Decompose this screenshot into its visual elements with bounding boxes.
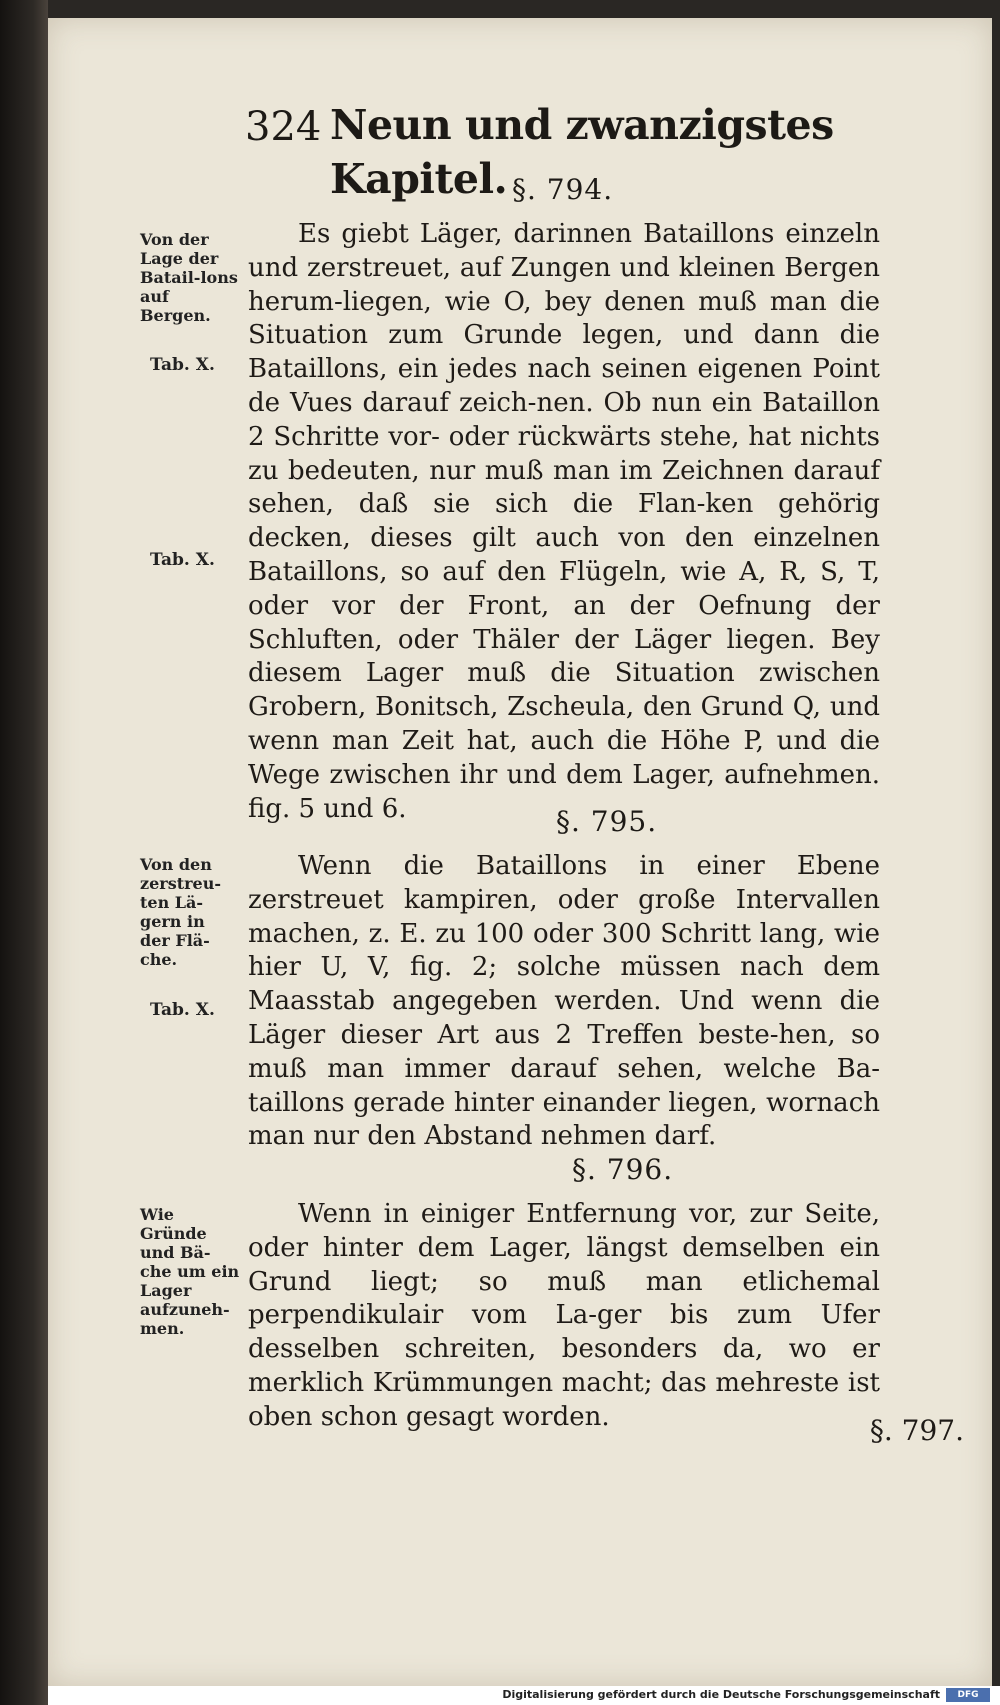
page-number: 324 xyxy=(245,104,322,150)
margin-note-794: Von der Lage der Batail-lons auf Bergen. xyxy=(140,230,238,325)
funding-credit: Digitalisierung gefördert durch die Deutsche Forschungsgemeinschaft xyxy=(502,1688,940,1701)
margin-note-795: Von den zerstreu-ten Lä-gern in der Flä-che. xyxy=(140,855,221,969)
section-heading-795: §. 795. xyxy=(556,805,658,838)
section-heading-794: §. 794. xyxy=(512,173,614,206)
paragraph-794: Es giebt Läger, darinnen Bataillons einzeln und zerstreuet, auf Zungen und kleinen Bergen herum-liegen, wie O, bey denen muß man die Situation zum Grunde legen, und dann die Bataillons, ein jedes nach seinen eigenen Point de Vues darauf zeich-nen. Ob nun ein Bataillon 2 Schritte vor- oder rückwärts stehe, hat nichts zu bedeuten, nur muß man im Zeichnen darauf sehen, daß sie sich die Flan-ken gehörig decken, dieses gilt auch von den einzelnen Bataillons, so auf den Flügeln, wie A, R, S, T, oder vor der Front, an der Oefnung der Schluften, oder Thäler der Läger liegen. Bey diesem Lager muß die Situation zwischen Grobern, Bonitsch, Zscheula, den Grund Q, und wenn man Zeit hat, auch die Höhe P, und die Wege zwischen ihr und dem Lager, aufnehmen. fig. 5 und 6. xyxy=(248,219,880,824)
footer-bar xyxy=(48,1686,1000,1705)
scan-edge xyxy=(0,0,48,1705)
paragraph-796: Wenn in einiger Entfernung vor, zur Seite, oder hinter dem Lager, längst demselben ein Grund liegt; so muß man etlichemal perpendikulair vom La-ger bis zum Ufer desselben schreiten, besonders da, wo er merklich Krümmungen macht; das mehreste ist oben schon gesagt worden. xyxy=(248,1199,880,1432)
margin-note-796: Wie Gründe und Bä-che um ein Lager aufzuneh-men. xyxy=(140,1205,240,1338)
running-title: Neun und zwanzigstes Kapitel. xyxy=(330,101,834,203)
paragraph-795: Wenn die Bataillons in einer Ebene zerstreuet kampiren, oder große Intervallen machen, z. E. zu 100 oder 300 Schritt lang, wie hier U, V, fig. 2; solche müssen nach dem Maasstab angegeben werden. Und wenn die Läger dieser Art aus 2 Treffen beste-hen, so muß man immer darauf sehen, welche Ba-taillons gerade hinter einander liegen, wornach man nur den Abstand nehmen darf. xyxy=(248,851,880,1152)
tab-reference: Tab. X. xyxy=(150,550,215,570)
section-heading-796: §. 796. xyxy=(572,1153,674,1186)
dfg-logo: DFG xyxy=(946,1688,990,1702)
catchword: §. 797. xyxy=(869,1414,964,1447)
tab-reference: Tab. X. xyxy=(150,1000,215,1020)
tab-reference: Tab. X. xyxy=(150,355,215,375)
